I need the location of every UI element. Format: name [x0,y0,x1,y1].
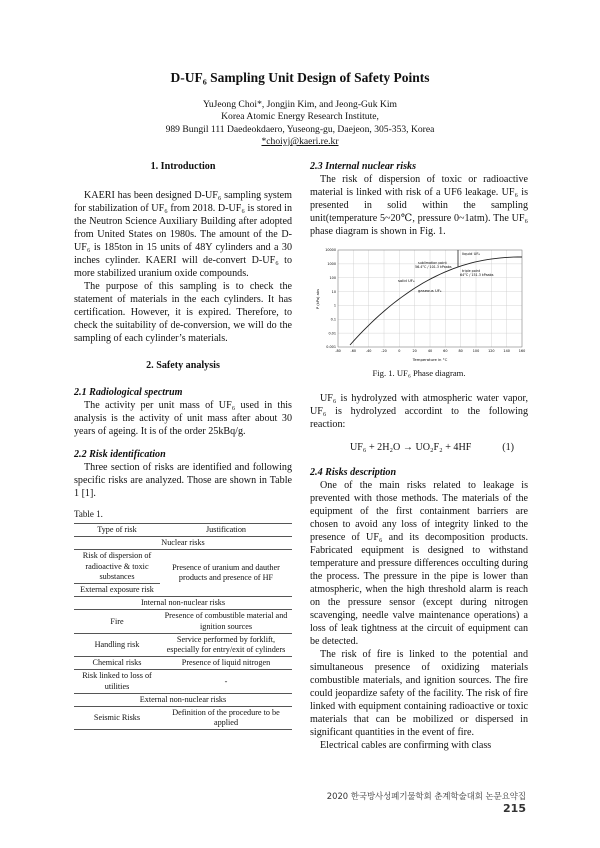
x-tick-label: 120 [488,349,495,353]
gas-region-label: gaseous UF₆ [418,288,442,293]
risk-table [74,523,292,730]
x-tick-label: 100 [472,349,480,353]
table-cell: Definition of the procedure to be applied [160,707,292,730]
table-section-row: External non-nuclear risks [74,693,292,706]
phase-diagram-figure [310,244,528,364]
y-tick-label: 10000 [325,248,336,253]
table-cell: - [160,670,292,693]
table-section-row: Nuclear risks [74,537,292,550]
risks-description-paragraph-2: The risk of fire is linked to the potential and simultaneous presence of oxidizing materials combustible materials, and ignition sources. The fire could jeopardize safety of the facility. The risk of fire linked with equipment containing radioactive or toxic materials that can be mobilized or dispersed in significant quantities in the event of fire. [310,649,528,738]
table-row [74,550,292,584]
authors: YuJeong Choi*, Jongjin Kim, and Jeong-Guk Kim [202,99,397,110]
sublimation-label: sublimation point [418,261,447,265]
x-tick-label: 60 [443,349,448,353]
email-link[interactable]: *choiyj@kaeri.re.kr [261,136,339,148]
x-tick-label: -40 [365,349,372,353]
y-tick-label: 1 [333,303,336,308]
sublimation-value: 56.4°C / 101.3 kPaabs [415,265,452,269]
left-column [74,160,292,730]
table-cell: Risk linked to loss of utilities [74,670,160,693]
table-caption: Table 1. [74,509,103,519]
x-tick-label: 80 [458,349,463,353]
page-number: 215 [503,802,526,815]
x-tick-labels [335,349,525,353]
table-cell: Seismic Risks [74,707,160,730]
affiliation: Korea Atomic Energy Research Institute, [221,111,379,123]
risks-description-paragraph-3: Electrical cables are confirming with class [320,740,492,751]
page-footer [300,790,526,815]
table-header-cell: Justification [160,524,292,537]
x-tick-label: 160 [518,349,526,353]
section-heading-introduction: 1. Introduction [150,161,216,172]
table-header-cell: Type of risk [74,524,160,537]
table-cell: Risk of dispersion of radioactive & toxic substances [74,550,160,584]
table-cell: Chemical risks [74,657,160,670]
section-heading-safety-analysis: 2. Safety analysis [146,360,220,371]
internal-nuclear-paragraph: The risk of dispersion of toxic or radioactive material is linked with risk of a UF6 leakage. UF₆ is presented in solid within the sampling unit(temperature 5~20℃, pressure 0~1atm). The UF₆ phase diagram is shown in Fig. 1. [310,174,528,237]
table-row [74,610,292,633]
x-tick-label: -20 [381,349,387,353]
x-tick-label: 40 [427,349,433,353]
equation-number: (1) [502,442,514,453]
table-cell: Presence of uranium and dauther products and presence of HF [160,550,292,597]
paper-title: D-UF₆ Sampling Unit Design of Safety Points [170,70,430,85]
y-tick-label: 10 [331,289,336,294]
risks-description-paragraph-1: One of the main risks related to leakage is prevented with those methods. The materials of the equipment of the first containment barriers are chosen to avoid any loss of integrity linked to the presence of UF₆ and its decomposition products. Fabricated equipment is designed to withstand temperature and pressure differences occulting during the process. The pressure in the pipe is lower than atmospheric, when the high threshold alarm is reach on the pressure sensor (except during nitrogen scavenging, needle valve maintenance operations) a loss of leak tightness at the circuit of equipment can be detected. [310,480,528,647]
x-tick-label: 20 [412,349,417,353]
table-cell: Presence of liquid nitrogen [160,657,292,670]
x-tick-label: 0 [398,349,401,353]
intro-paragraph-2: The purpose of this sampling is to check the statement of materials in the each cylinders. It has certification. However, it is expired. Therefore, to check the suitability of de-conversion, we will do the sampling of each cylinder’s materials. [74,281,292,344]
table-row [74,597,292,610]
table-row [74,524,292,537]
table-cell: Handling risk [74,633,160,656]
table-row [74,657,292,670]
address: 989 Bungil 111 Daedeokdaero, Yuseong-gu, Daejeon, 305-353, Korea [165,123,435,135]
table-cell: Fire [74,610,160,633]
x-tick-label: 140 [503,349,510,353]
triple-point-label: triple point [462,269,481,273]
equation-text: UF₆ + 2H₂O → UO₂F₂ + 4HF [350,442,472,453]
phase-diagram-svg [310,244,528,364]
phase-curve [350,257,522,345]
risk-identification-paragraph: Three section of risks are identified and following specific risks are analyzed. Those are shown in Table 1 [1]. [74,462,292,499]
x-axis-label: Temperature in °C [412,357,448,362]
author-block [0,99,600,149]
x-tick-label: -60 [350,349,357,353]
figure-caption: Fig. 1. UF₆ Phase diagram. [372,368,466,378]
intro-paragraph-1: KAERI has been designed D-UF₆ sampling system for stabilization of UF₆ from 2018. D-UF₆ is stored in the Neutron Science Auxiliary Building after adopted from United States on 1980s. The amount of the D-UF₆ is 185ton in 15 units of 48Y cylinders and a 30 inches cylinder. KAERI will de-convert D-UF₆ to more stabilized uranium oxide compounds. [74,190,292,279]
subsection-heading-risks-description: 2.4 Risks description [310,467,397,478]
table-row [74,537,292,550]
y-tick-label: 0.1 [330,317,336,322]
x-tick-label: -80 [335,349,341,353]
y-tick-label: 100 [329,275,336,280]
y-tick-labels [325,248,336,349]
y-tick-label: 0.01 [328,331,336,336]
table-cell: Service performed by forklift, especially for entry/exit of cylinders [160,633,292,656]
hydrolysis-paragraph: UF₆ is hydrolyzed with atmospheric water vapor, UF₆ is hydrolyzed accordint to the following reaction: [310,393,528,430]
subsection-heading-radiological: 2.1 Radiological spectrum [74,387,183,398]
subsection-heading-internal-nuclear: 2.3 Internal nuclear risks [310,161,417,172]
y-tick-label: 0.001 [326,345,336,350]
table-row [74,670,292,693]
y-axis-label: P (kPa) abs [316,289,320,309]
right-column [310,160,528,752]
table-section-row: Internal non-nuclear risks [74,597,292,610]
equation-1 [310,441,528,454]
table-cell: Presence of combustible material and ignition sources [160,610,292,633]
triple-point-value: 64°C / 151.3 kPaabs [460,273,494,277]
footer-text: 2020 한국방사성폐기물학회 춘계학술대회 논문요약집 [326,791,526,801]
subsection-heading-risk-identification: 2.2 Risk identification [74,449,166,460]
table-row [74,693,292,706]
table-row [74,707,292,730]
radiological-paragraph: The activity per unit mass of UF₆ used in this analysis is the activity of unit mass after about 30 years of ageing. It is of the order 25kBq/g. [74,400,292,437]
liquid-region-label: liquid UF₆ [462,251,481,256]
table-row [74,633,292,656]
solid-region-label: solid UF₆ [398,278,415,283]
table-cell: External exposure risk [74,584,160,597]
y-tick-label: 1000 [327,262,336,267]
